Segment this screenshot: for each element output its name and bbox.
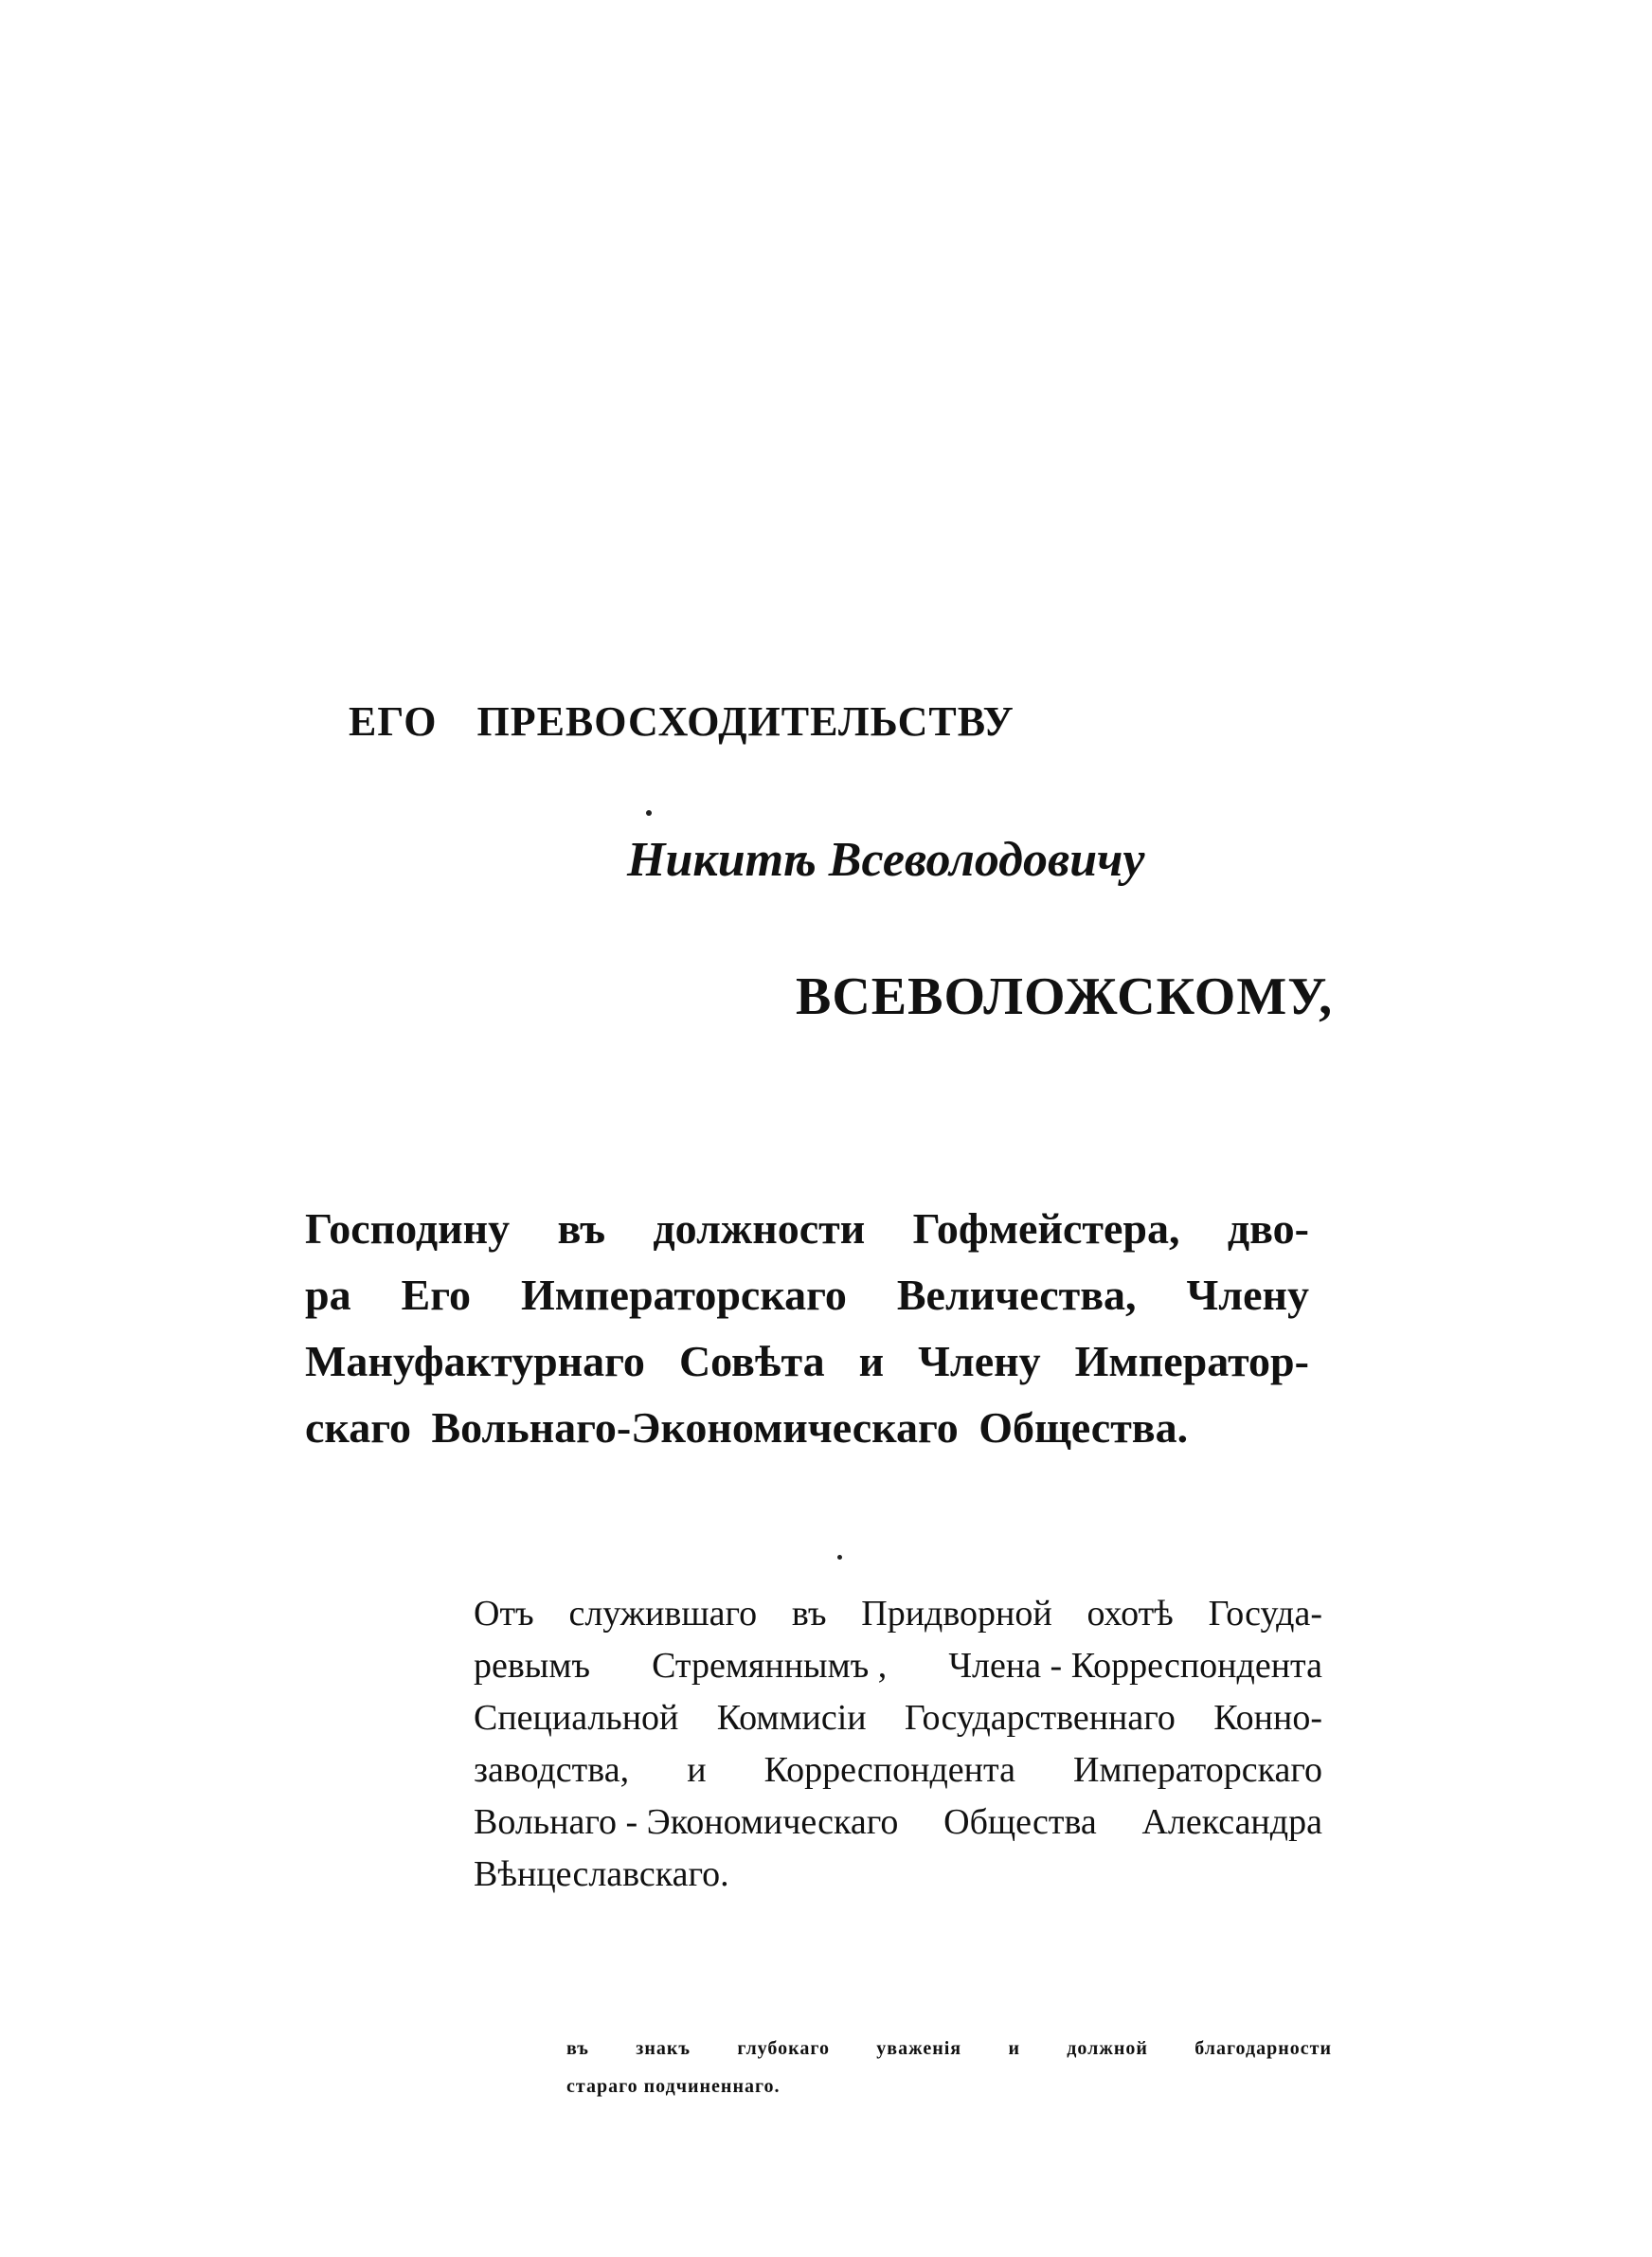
titles-line [305, 1395, 1309, 1461]
word: знакъ [636, 2038, 691, 2059]
word: ра [305, 1271, 351, 1319]
word: служившаго [568, 1594, 758, 1634]
word: скаго Вольнаго-Экономическаго Общества. [305, 1403, 1189, 1452]
titles-line [305, 1328, 1309, 1395]
word: заводства, [474, 1750, 630, 1790]
closing-dedication [566, 2030, 1332, 2105]
word: Гофмейстера, [912, 1204, 1180, 1253]
word: и [687, 1750, 707, 1790]
author-line [474, 1849, 1322, 1901]
word: Государственнаго [904, 1698, 1176, 1738]
titles-line [305, 1262, 1309, 1328]
word: благодарности [1194, 2038, 1332, 2059]
author-line [474, 1640, 1322, 1692]
word: должности [653, 1204, 866, 1253]
word: Корреспондента [763, 1750, 1015, 1790]
word: Специальной [474, 1698, 679, 1738]
recipient-surname: ВСЕВОЛОЖСКОМУ, [796, 967, 1334, 1026]
word: Отъ [474, 1594, 534, 1634]
word: въ [566, 2038, 589, 2059]
recipient-name: Никитѣ Всеволодовичу [627, 833, 1145, 887]
word: Члена - Корреспондента [948, 1646, 1322, 1686]
word: Величества, [896, 1271, 1137, 1319]
word: Стремяннымъ , [652, 1646, 888, 1686]
word: Императорскаго [520, 1271, 847, 1319]
author-line [474, 1797, 1322, 1849]
titles-line [305, 1196, 1309, 1262]
word: Конно- [1213, 1698, 1322, 1738]
word: Госуда- [1208, 1594, 1322, 1634]
author-block [474, 1588, 1322, 1901]
closing-line [566, 2030, 1332, 2067]
word: въ [791, 1594, 827, 1634]
word: должной [1067, 2038, 1148, 2059]
word: ревымъ [474, 1646, 591, 1686]
word: Мануфактурнаго [305, 1337, 645, 1385]
word: уваженія [876, 2038, 962, 2059]
author-line [474, 1744, 1322, 1797]
word: Императорскаго [1073, 1750, 1322, 1790]
word: дво- [1227, 1204, 1309, 1253]
word: Коммисіи [716, 1698, 867, 1738]
word: Члену [1186, 1271, 1309, 1319]
word: Придворной [861, 1594, 1052, 1634]
word: Его [401, 1271, 471, 1319]
word: глубокаго [737, 2038, 830, 2059]
word: Император- [1074, 1337, 1309, 1385]
recipient-titles [305, 1196, 1309, 1461]
word: Александра [1141, 1802, 1322, 1842]
ink-dot [837, 1555, 842, 1560]
word: стараго подчиненнаго. [566, 2076, 781, 2097]
word: Господину [305, 1204, 511, 1253]
word: Совѣта [678, 1337, 825, 1385]
ink-dot [646, 810, 652, 816]
closing-line [566, 2067, 1332, 2105]
word: Вольнаго - Экономическаго [474, 1802, 899, 1842]
word: и [858, 1337, 885, 1385]
author-line [474, 1692, 1322, 1744]
word: въ [557, 1204, 606, 1253]
word: и [1008, 2038, 1020, 2059]
word: Члену [918, 1337, 1041, 1385]
author-line [474, 1588, 1322, 1640]
dedication-title: ЕГО ПРЕВОСХОДИТЕЛЬСТВУ [349, 698, 1015, 745]
word: Вѣнцеславскаго. [474, 1854, 729, 1894]
word: охотѣ [1086, 1594, 1174, 1634]
word: Общества [943, 1802, 1097, 1842]
